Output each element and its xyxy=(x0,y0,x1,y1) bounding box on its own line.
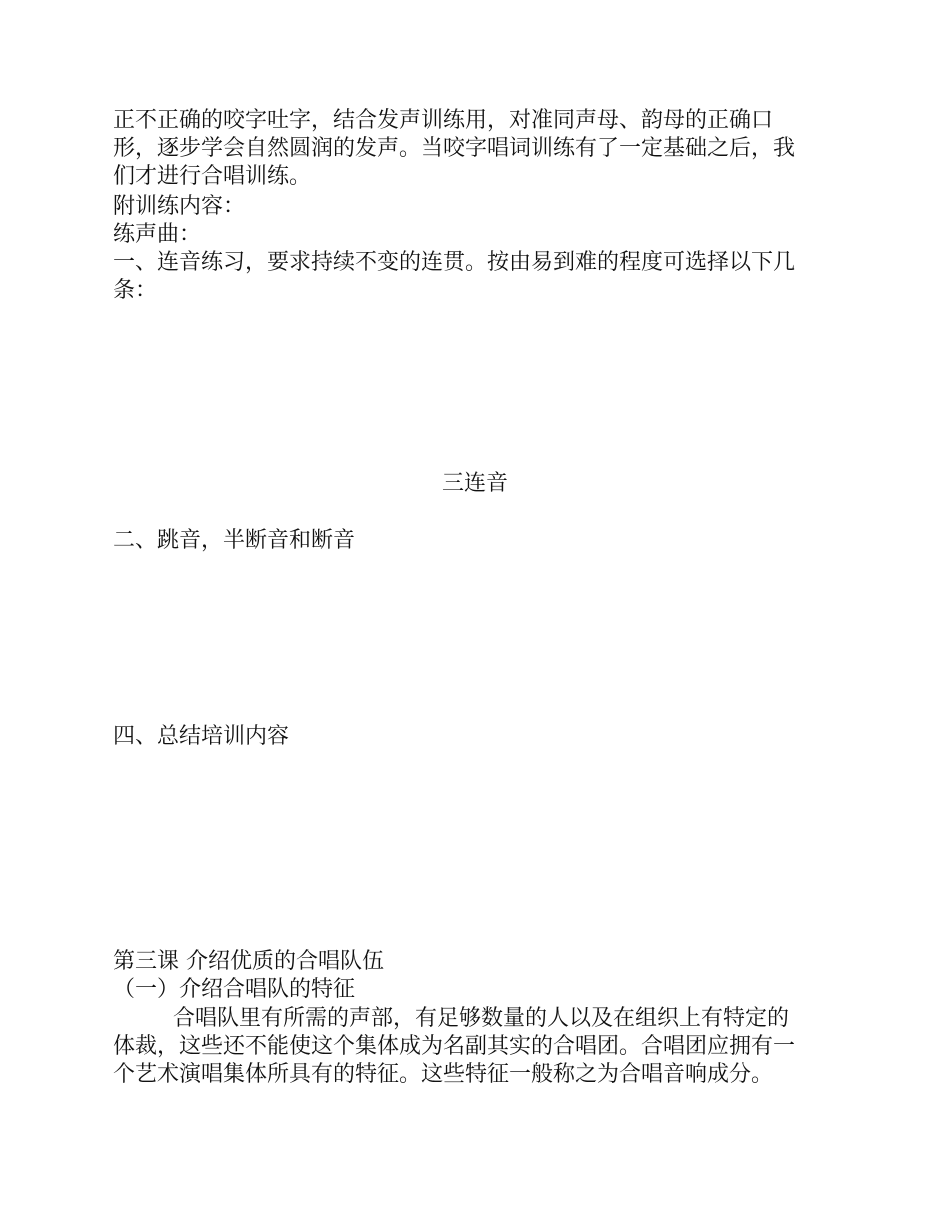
exercise-item-1-continued: 条： xyxy=(113,278,158,303)
section-paragraph-line: 个艺术演唱集体所具有的特征。这些特征一般称之为合唱音响成分。 xyxy=(113,1062,774,1087)
section-paragraph-line: 合唱队里有所需的声部，有足够数量的人以及在组织上有特定的 xyxy=(173,1006,790,1031)
triplet-label: 三连音 xyxy=(441,471,508,496)
paragraph-line: 形，逐步学会自然圆润的发声。当咬字唱词训练有了一定基础之后，我 xyxy=(113,136,796,161)
section-title: （一）介绍合唱队的特征 xyxy=(113,977,356,1002)
exercise-item-1: 一、连音练习，要求持续不变的连贯。按由易到难的程度可选择以下几 xyxy=(113,250,796,275)
paragraph-line: 正不正确的咬字吐字，结合发声训练用，对准同声母、韵母的正确口 xyxy=(113,108,774,133)
lesson-title: 第三课 介绍优质的合唱队伍 xyxy=(113,949,384,974)
training-content-label: 附训练内容： xyxy=(113,194,246,219)
summary-heading: 四、总结培训内容 xyxy=(113,724,290,749)
section-paragraph-line: 体裁，这些还不能使这个集体成为名副其实的合唱团。合唱团应拥有一 xyxy=(113,1034,796,1059)
vocal-exercise-label: 练声曲： xyxy=(113,222,202,247)
exercise-item-2: 二、跳音，半断音和断音 xyxy=(113,528,356,553)
paragraph-line: 们才进行合唱训练。 xyxy=(113,164,312,189)
